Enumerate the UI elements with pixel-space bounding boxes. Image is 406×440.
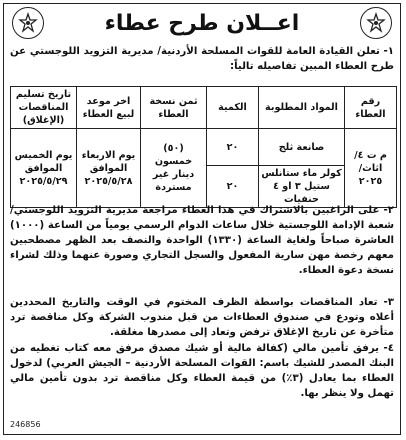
cell-qty-2: ٢٠ (207, 166, 259, 208)
cell-qty-1: ٢٠ (207, 129, 259, 166)
announcement-title: اعــلان طرح عطاء (104, 10, 300, 36)
ad-frame (3, 3, 401, 435)
cell-price: (٥٠) خمسون دينار غير مستردة (141, 129, 207, 208)
paragraph-bid-bond: ٤- يرفق تأمين مالي (كفالة مالية أو شيك مصدق مرفق معه كتاب تغطيه من البنك المصدر للشيك باسم: القوات المسلحة الأردنية – الجيش العربي) لدخول العطاء بما يعادل (٣٪) من قيمة العطاء وكل مناقصة ترد بدون تأمين مالي تهمل ولا ينظر بها. (10, 343, 394, 399)
paragraph-purchase-instructions: ٢- على الراغبين بالاشتراك في هذا العطاء مراجعة مديرية التزويد اللوجستي/ شعبة الإدامة اللوجستية خلال ساعات الدوام الرسمي يومياً من الساعة (١٠٠٠) العاشرة صباحاً ولغاية الساعة (١٣٣٠) الواحدة والنصف بعد الظهر مصطحبين معهم رخصة مهن سارية المفعول والسجل التجاري وصورة عنهما وذلك لشراء نسخة دعوة العطاء. (10, 205, 395, 276)
header-sale-deadline: اخر موعد لبيع العطاء (77, 87, 141, 129)
header (4, 4, 400, 42)
paragraph-intro: ١- تعلن القيادة العامة للقوات المسلحة الأردنية/ مديرية التزويد اللوجستي عن طرح العطاء المبين تفاصيله تالياً: (10, 46, 394, 72)
paragraph-submission-rules: ٣- تعاد المناقصات بواسطة الظرف المختوم في الوقت والتاريخ المحددين أعلاه وتودع في صندوق العطاءات من قبل مندوب الشركة وكل مناقصة ترد متأخرة عن تاريخ الإغلاق ترفض وتعاد إلى مصدرها مغلقة. (10, 297, 394, 338)
cell-sale-deadline: يوم الاربعاء الموافق ٢٠٢٥/٥/٢٨ (77, 129, 141, 208)
cell-tender-no: م ت ٤/ اثاث/ ٢٠٢٥ (345, 129, 397, 208)
cell-item-1: صانعة ثلج (259, 129, 345, 166)
table-row (11, 129, 397, 166)
cell-item-2: كولر ماء ستانلس ستيل ٣ او ٤ حنفيات (259, 166, 345, 208)
tender-table (10, 86, 397, 208)
header-tender-no: رقم العطاء (345, 87, 397, 129)
header-price: ثمن نسخة العطاء (141, 87, 207, 129)
header-quantity: الكمية (207, 87, 259, 129)
table-header-row (11, 87, 397, 129)
jaf-emblem-left-icon (12, 7, 44, 39)
cell-submission-date: يوم الخميس الموافق ٢٠٢٥/٥/٢٩ (11, 129, 77, 208)
header-submission-date: تاريخ تسليم المناقصات (الإغلاق) (11, 87, 77, 129)
jaf-emblem-right-icon (360, 7, 392, 39)
header-items: المواد المطلوبة (259, 87, 345, 129)
ad-code: 246856 (10, 420, 41, 429)
